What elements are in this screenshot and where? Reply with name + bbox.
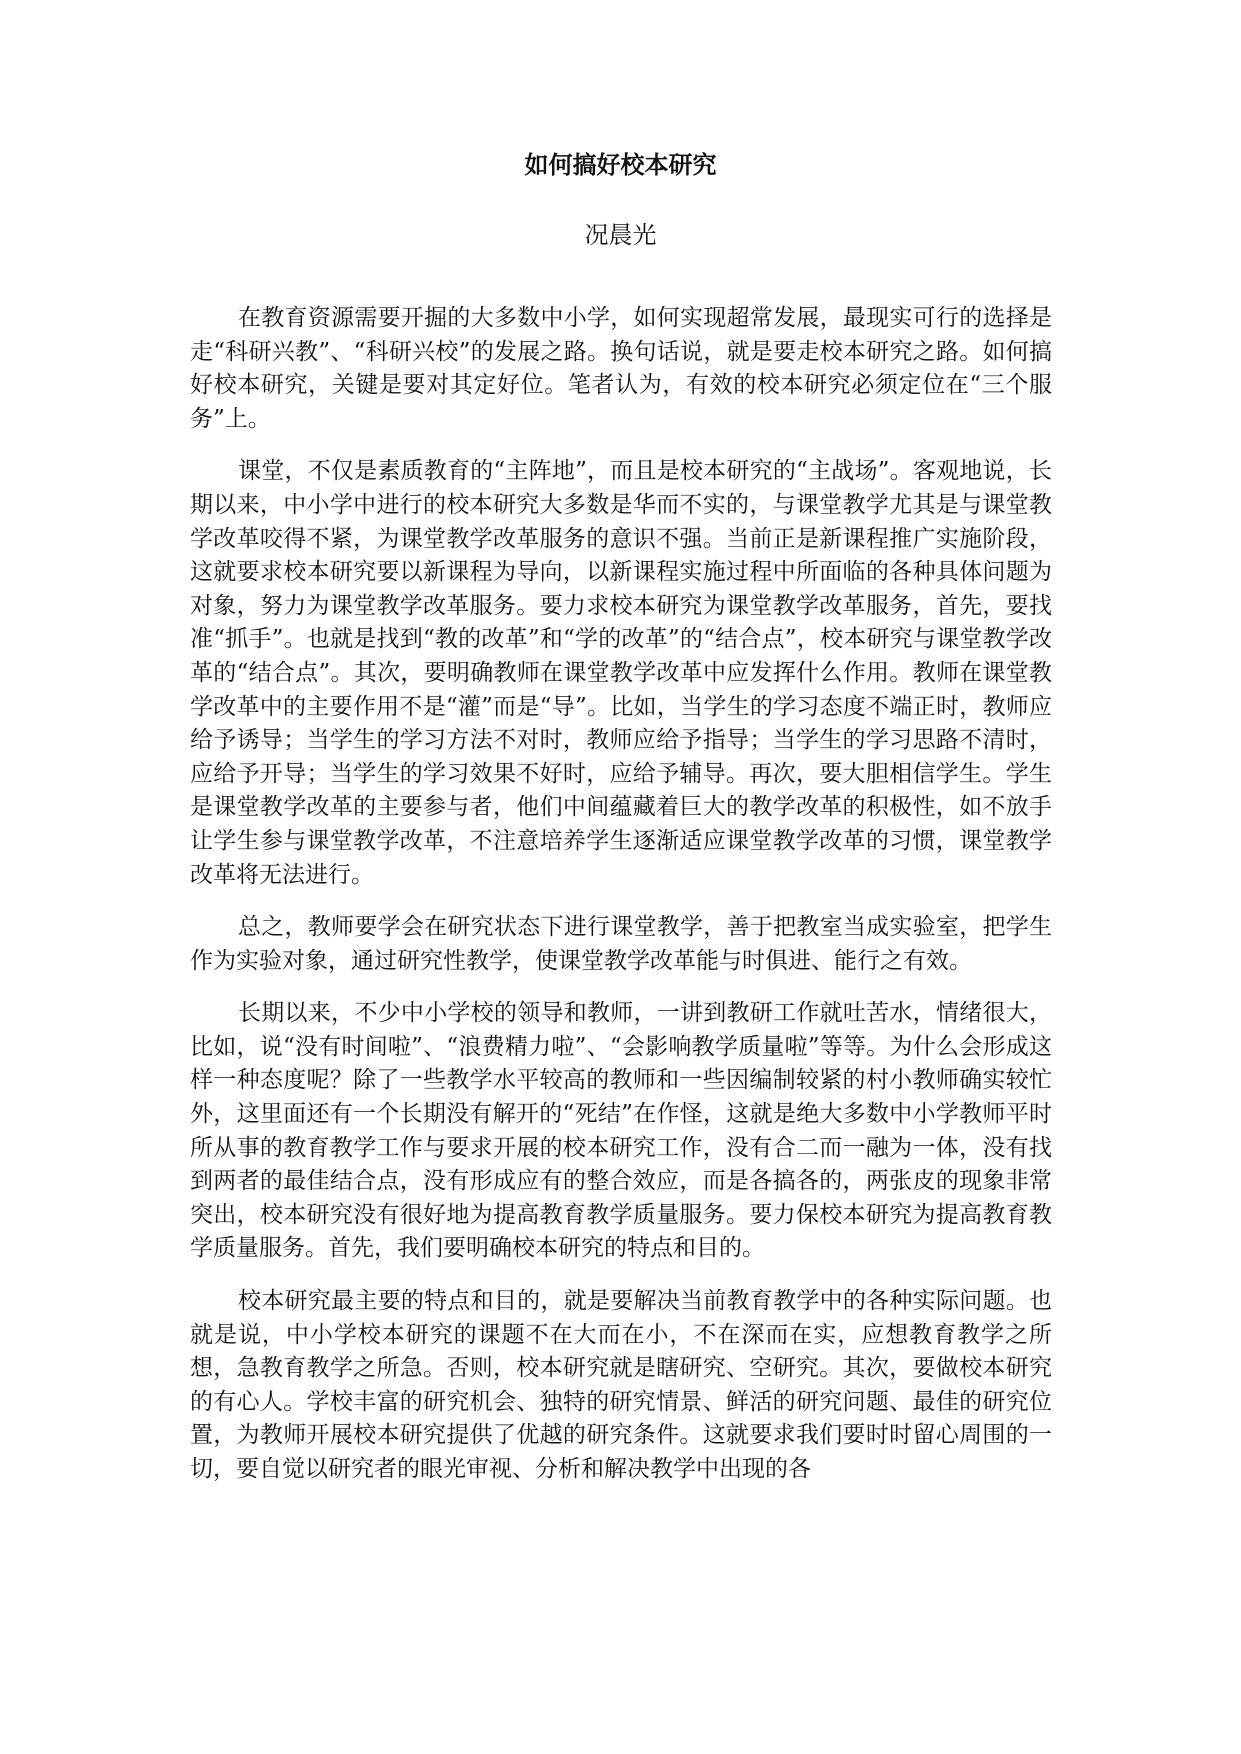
paragraph-3: 总之，教师要学会在研究状态下进行课堂教学，善于把教室当成实验室，把学生作为实验对象，通过研究性教学，使课堂教学改革能与时俱进、能行之有效。: [190, 914, 1052, 974]
document-body: [190, 302, 1052, 1506]
paragraph-1: 在教育资源需要开掘的大多数中小学，如何实现超常发展，最现实可行的选择是走“科研兴教”、“科研兴校”的发展之路。换句话说，就是要走校本研究之路。如何搞好校本研究，关键是要对其定好位。笔者认为，有效的校本研究必须定位在“三个服务”上。: [190, 305, 1052, 432]
document-title: 如何搞好校本研究: [524, 150, 717, 179]
paragraph-5: 校本研究最主要的特点和目的，就是要解决当前教育教学中的各种实际问题。也就是说，中小学校本研究的课题不在大而在小，不在深而在实，应想教育教学之所想，急教育教学之所急。否则，校本研究就是瞎研究、空研究。其次，要做校本研究的有心人。学校丰富的研究机会、独特的研究情景、鲜活的研究问题、最佳的研究位置，为教师开展校本研究提供了优越的研究条件。这就要求我们要时时留心周围的一切，要自觉以研究者的眼光审视、分析和解决教学中出现的各: [190, 1288, 1052, 1482]
paragraph-4: 长期以来，不少中小学校的领导和教师，一讲到教研工作就吐苦水，情绪很大，比如，说“没有时间啦”、“浪费精力啦”、“会影响教学质量啦”等等。为什么会形成这样一种态度呢？除了一些教学水平较高的教师和一些因编制较紧的村小教师确实较忙外，这里面还有一个长期没有解开的“死结”在作怪，这就是绝大多数中小学教师平时所从事的教育教学工作与要求开展的校本研究工作，没有合二而一融为一体，没有找到两者的最佳结合点，没有形成应有的整合效应，而是各搞各的，两张皮的现象非常突出，校本研究没有很好地为提高教育教学质量服务。要力保校本研究为提高教育教学质量服务。首先，我们要明确校本研究的特点和目的。: [190, 1000, 1052, 1262]
paragraph-2: 课堂，不仅是素质教育的“主阵地”，而且是校本研究的“主战场”。客观地说，长期以来，中小学中进行的校本研究大多数是华而不实的，与课堂教学尤其是与课堂教学改革咬得不紧，为课堂教学改革服务的意识不强。当前正是新课程推广实施阶段，这就要求校本研究要以新课程为导向，以新课程实施过程中所面临的各种具体问题为对象，努力为课堂教学改革服务。要力求校本研究为课堂教学改革服务，首先，要找准“抓手”。也就是找到“教的改革”和“学的改革”的“结合点”，校本研究与课堂教学改革的“结合点”。其次，要明确教师在课堂教学改革中应发挥什么作用。教师在课堂教学改革中的主要作用不是“灌”而是“导”。比如，当学生的学习态度不端正时，教师应给予诱导；当学生的学习方法不对时，教师应给予指导；当学生的学习思路不清时，应给予开导；当学生的学习效果不好时，应给予辅导。再次，要大胆相信学生。学生是课堂教学改革的主要参与者，他们中间蕴藏着巨大的教学改革的积极性，如不放手让学生参与课堂教学改革，不注意培养学生逐渐适应课堂教学改革的习惯，课堂教学改革将无法进行。: [190, 458, 1052, 888]
document-author: 况晨光: [584, 221, 657, 249]
